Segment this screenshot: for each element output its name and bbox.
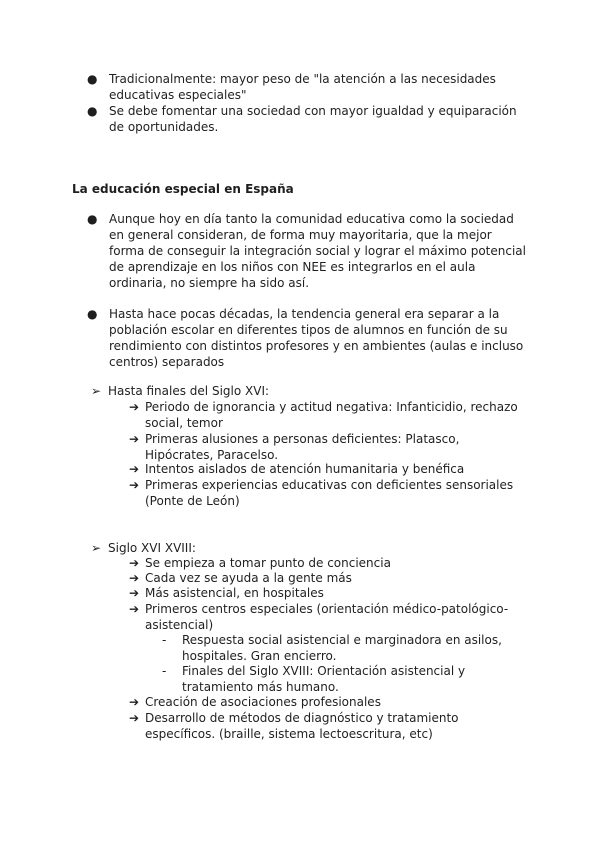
arrow-marker: ➔ (129, 462, 140, 476)
section-heading: La educación especial en España (72, 182, 294, 196)
list-item-text: Finales del Siglo XVIII: Orientación asistencial y tratamiento más humano. (182, 664, 466, 694)
arrow-marker: ➔ (129, 571, 140, 585)
list-item (87, 306, 527, 370)
list-item (129, 461, 519, 477)
period-heading (91, 540, 531, 556)
list-item-text: Hasta hace pocas décadas, la tendencia general era separar a la población escolar en diferentes tipos de alumnos en función de su rendimiento con distintos profesores y en ambientes (aulas e incluso centros) separados (109, 307, 524, 369)
arrow-marker: ➔ (129, 556, 140, 570)
sub-list-item (162, 663, 522, 695)
list-item (87, 103, 527, 135)
list-item-text: Más asistencial, en hospitales (145, 586, 324, 600)
list-item-text: Intentos aislados de atención humanitaria y benéfica (145, 462, 465, 476)
bullet-marker: ● (87, 212, 98, 226)
bullet-marker: ● (87, 72, 98, 86)
arrowhead-marker: ➢ (91, 384, 102, 398)
list-item (87, 71, 527, 103)
list-item (129, 431, 519, 463)
arrow-marker: ➔ (129, 602, 140, 616)
bullet-marker: ● (87, 104, 98, 118)
arrow-marker: ➔ (129, 711, 140, 725)
list-item-text: Desarrollo de métodos de diagnóstico y tratamiento específicos. (braille, sistema lectoescritura, etc) (145, 711, 459, 741)
list-item-text: Cada vez se ayuda a la gente más (145, 571, 352, 585)
list-item-text: Aunque hoy en día tanto la comunidad educativa como la sociedad en general consideran, de forma muy mayoritaria, que la mejor forma de conseguir la integración social y lograr el máximo potencial de aprendizaje en los niños con NEE es integrarlos en el aula ordinaria, no siempre ha sido así. (109, 212, 526, 290)
sub-list-item (162, 632, 522, 664)
dash-marker: - (162, 633, 167, 647)
arrow-marker: ➔ (129, 478, 140, 492)
list-item-text: Creación de asociaciones profesionales (145, 695, 381, 709)
list-item (129, 601, 519, 633)
arrow-marker: ➔ (129, 586, 140, 600)
list-item-text: Respuesta social asistencial e marginadora en asilos, hospitales. Gran encierro. (182, 633, 502, 663)
list-item (129, 570, 519, 586)
list-item-text: Se debe fomentar una sociedad con mayor igualdad y equiparación de oportunidades. (109, 104, 517, 134)
list-item (129, 710, 519, 742)
list-item (129, 585, 519, 601)
list-item (129, 477, 519, 509)
list-item-text: Tradicionalmente: mayor peso de "la atención a las necesidades educativas especiales" (109, 72, 496, 102)
list-item (129, 399, 519, 431)
arrow-marker: ➔ (129, 695, 140, 709)
dash-marker: - (162, 664, 167, 678)
bullet-marker: ● (87, 307, 98, 321)
list-item (87, 211, 527, 291)
period-heading (91, 383, 531, 399)
arrowhead-marker: ➢ (91, 541, 102, 555)
list-item (129, 694, 519, 710)
period-title: Siglo XVI XVIII: (108, 541, 196, 555)
list-item-text: Primeras alusiones a personas deficientes: Platasco, Hipócrates, Paracelso. (145, 432, 460, 462)
list-item-text: Periodo de ignorancia y actitud negativa: Infanticidio, rechazo social, temor (145, 400, 518, 430)
arrow-marker: ➔ (129, 400, 140, 414)
list-item-text: Se empieza a tomar punto de conciencia (145, 556, 391, 570)
list-item-text: Primeras experiencias educativas con deficientes sensoriales (Ponte de León) (145, 478, 514, 508)
period-title: Hasta finales del Siglo XVI: (108, 384, 270, 398)
list-item (129, 555, 519, 571)
arrow-marker: ➔ (129, 432, 140, 446)
list-item-text: Primeros centros especiales (orientación médico-patológico-asistencial) (145, 602, 509, 632)
